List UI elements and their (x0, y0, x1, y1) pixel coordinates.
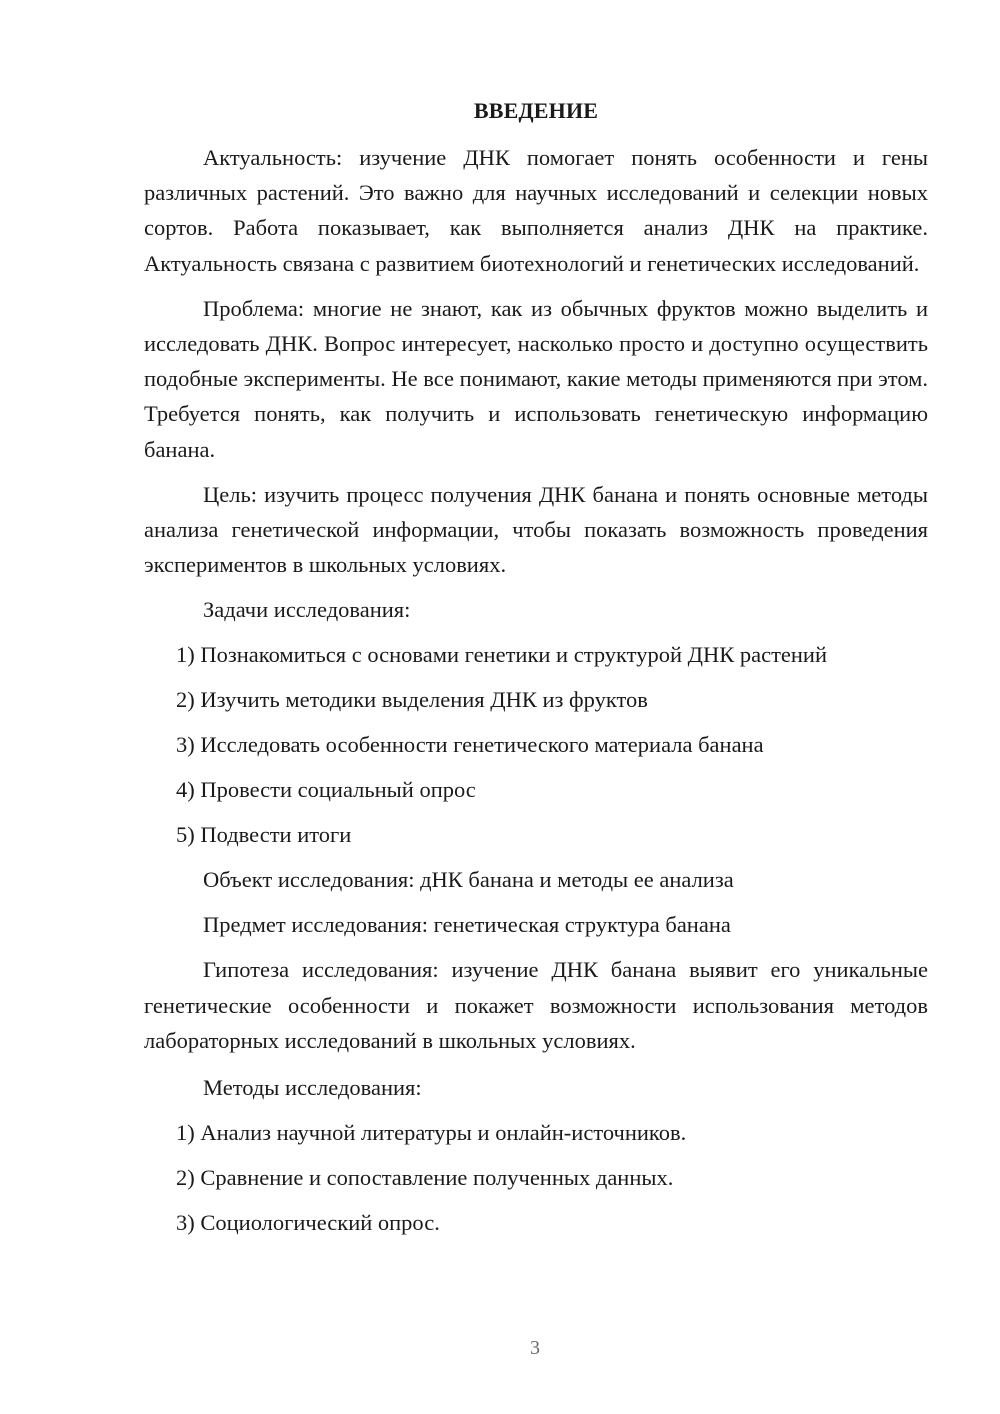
list-item: 3) Исследовать особенности генетического материала банана (176, 732, 764, 758)
section-title: ВВЕДЕНИЕ (473, 98, 599, 123)
tasks-heading: Задачи исследования: (203, 597, 411, 623)
list-item: 3) Социологический опрос. (176, 1210, 440, 1236)
list-item: 4) Провести социальный опрос (176, 777, 476, 803)
subject-line: Предмет исследования: генетическая структура банана (203, 912, 731, 938)
list-item: 1) Познакомиться с основами генетики и структурой ДНК растений (176, 642, 828, 668)
list-item: 2) Изучить методики выделения ДНК из фруктов (176, 687, 648, 713)
hypothesis-paragraph: Гипотеза исследования: изучение ДНК банана выявит его уникальные генетические особенности и покажет возможности использования методов лабораторных исследований в школьных условиях. (144, 957, 928, 1053)
list-item: 5) Подвести итоги (176, 822, 352, 848)
list-item: 2) Сравнение и сопоставление полученных данных. (176, 1165, 674, 1191)
page-number: 3 (530, 1337, 540, 1359)
problem-paragraph: Проблема: многие не знают, как из обычных фруктов можно выделить и исследовать ДНК. Вопрос интересует, насколько просто и доступно осуществить подобные эксперименты. Не все понимают, какие методы применяются при этом. Требуется понять, как получить и использовать генетическую информацию банана. (144, 295, 929, 462)
relevance-paragraph: Актуальность: изучение ДНК помогает понять особенности и гены различных растений. Это важно для научных исследований и селекции новых сортов. Работа показывает, как выполняется анализ ДНК на практике. Актуальность связана с развитием биотехнологий и генетических исследований. (144, 145, 928, 276)
goal-paragraph: Цель: изучить процесс получения ДНК банана и понять основные методы анализа генетической информации, чтобы показать возможность проведения экспериментов в школьных условиях. (144, 481, 928, 578)
methods-list (144, 1115, 928, 1240)
page-content (144, 94, 928, 1240)
methods-heading: Методы исследования: (203, 1075, 422, 1101)
object-line: Объект исследования: дНК банана и методы ее анализа (203, 867, 734, 893)
list-item: 1) Анализ научной литературы и онлайн-источников. (176, 1120, 687, 1146)
tasks-list (144, 637, 928, 852)
